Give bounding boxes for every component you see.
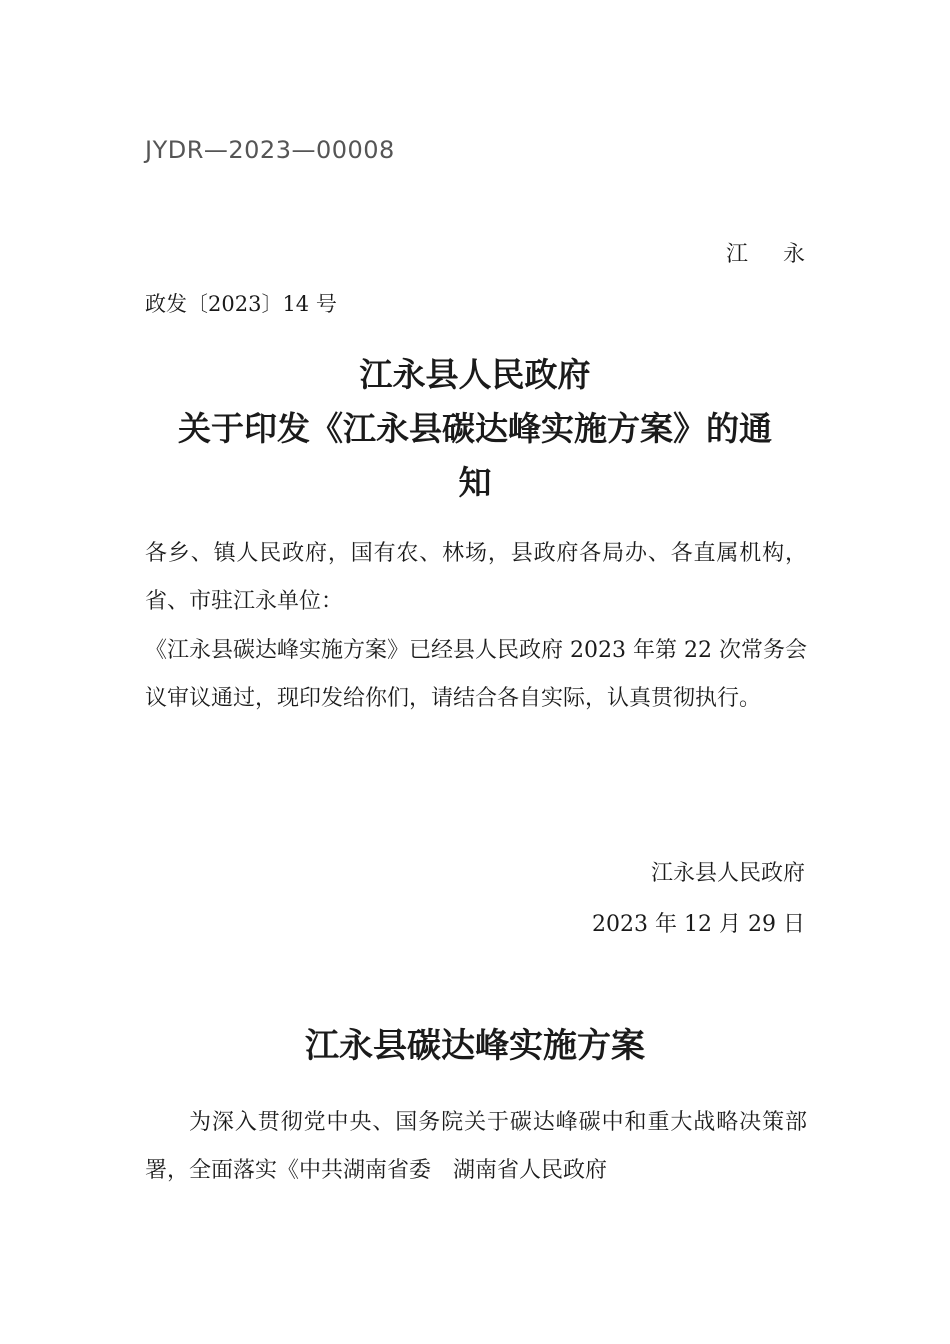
notice-title-line-2: 关于印发《江永县碳达峰实施方案》的通	[178, 409, 772, 448]
notice-title-line-1: 江永县人民政府	[359, 355, 591, 394]
document-number: JYDR—2023—00008	[145, 136, 395, 164]
notice-addressee: 各乡、镇人民政府，国有农、林场，县政府各局办、各直属机构，省、市驻江永单位：	[145, 541, 807, 614]
issuer-code-prefix: 江 永	[726, 242, 819, 267]
issuer-code-number: 政发〔2023〕14 号	[145, 292, 337, 316]
plan-intro-paragraph: 为深入贯彻党中央、国务院关于碳达峰碳中和重大战略决策部署，全面落实《中共湖南省委 湖南省人民政府	[145, 1110, 807, 1183]
plan-title: 江永县碳达峰实施方案	[305, 1026, 645, 1066]
notice-title-line-3: 知	[458, 463, 492, 502]
signature-organization: 江永县人民政府	[650, 861, 805, 886]
notice-title	[145, 348, 805, 510]
signature-date: 2023 年 12 月 29 日	[592, 912, 805, 937]
notice-body: 《江永县碳达峰实施方案》已经县人民政府 2023 年第 22 次常务会议审议通过，现印发给你们，请结合各自实际，认真贯彻执行。	[145, 638, 807, 711]
